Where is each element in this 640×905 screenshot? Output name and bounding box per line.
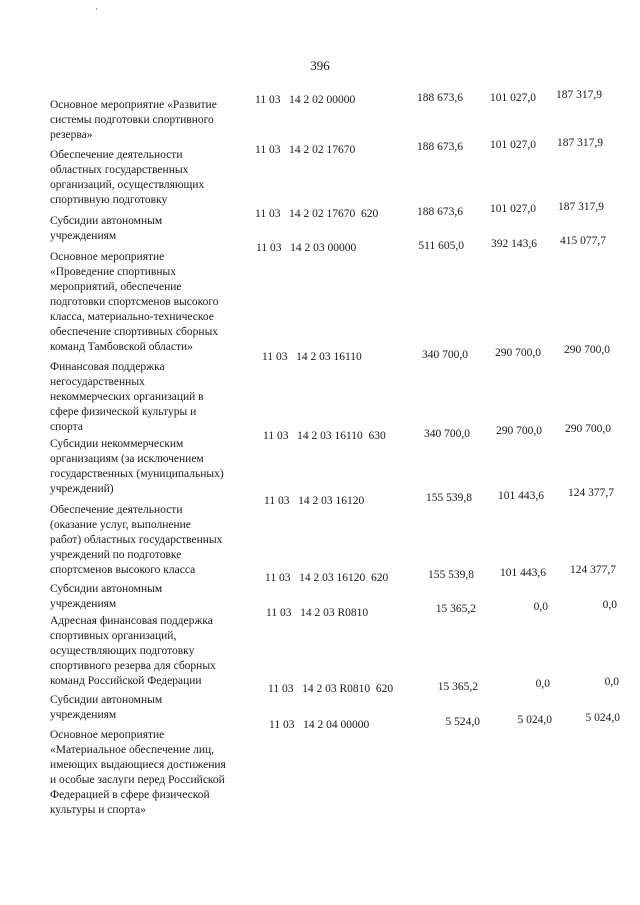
row-value-2: 101 443,6 bbox=[498, 490, 544, 502]
row-value-2: 101 443,6 bbox=[500, 567, 546, 579]
row-value-1: 188 673,6 bbox=[417, 92, 463, 104]
row-value-1: 188 673,6 bbox=[417, 141, 463, 153]
row-value-3: 124 377,7 bbox=[570, 564, 616, 576]
row-value-2: 5 024,0 bbox=[517, 714, 552, 726]
row-value-3: 0,0 bbox=[604, 676, 619, 688]
row-value-2: 101 027,0 bbox=[490, 92, 536, 104]
row-value-3: 5 024,0 bbox=[585, 712, 620, 724]
row-name: Финансовая поддержка негосударственных некоммерческих организаций в сфере физической культуры и спорта bbox=[50, 361, 204, 433]
row-value-3: 290 700,0 bbox=[565, 423, 611, 435]
row-value-1: 15 365,2 bbox=[435, 603, 476, 615]
row-value-2: 0,0 bbox=[535, 678, 550, 690]
row-value-2: 392 143,6 bbox=[491, 238, 537, 250]
row-name: Основное мероприятие «Развитие системы подготовки спортивного резерва» bbox=[50, 99, 217, 141]
page-number: 396 bbox=[310, 58, 330, 73]
row-code: 11 03 14 2 03 00000 bbox=[256, 242, 357, 254]
row-name: Субсидии некоммерческим организациям (за исключением государственных (муниципальных) учреждений) bbox=[50, 438, 224, 495]
row-name: Основное мероприятие «Материальное обеспечение лиц, имеющих выдающиеся достижения и особые заслуги перед Российской Федерацией в сфере физической культуры и спорта» bbox=[50, 729, 226, 816]
row-code: 11 03 14 2 03 16110 630 bbox=[263, 430, 386, 442]
row-name: Основное мероприятие «Проведение спортивных мероприятий, обеспечение подготовки спортсменов высокого класса, материально-техническое обеспечение спортивных сборных команд Тамбовской области» bbox=[50, 251, 219, 353]
row-value-1: 155 539,8 bbox=[428, 569, 474, 581]
row-value-1: 15 365,2 bbox=[437, 681, 478, 693]
row-name: Субсидии автономным учреждениям bbox=[50, 583, 163, 610]
row-value-2: 290 700,0 bbox=[495, 347, 541, 359]
row-name: Субсидии автономным учреждениям bbox=[50, 694, 163, 721]
row-code: 11 03 14 2 03 16120 620 bbox=[265, 572, 389, 584]
row-value-1: 340 700,0 bbox=[424, 428, 470, 440]
row-value-3: 415 077,7 bbox=[560, 235, 606, 247]
row-code: 11 03 14 2 03 R0810 620 bbox=[268, 683, 394, 695]
row-value-3: 290 700,0 bbox=[564, 344, 610, 356]
row-name: Обеспечение деятельности областных государственных организаций, осуществляющих спортивную подготовку bbox=[50, 149, 205, 206]
row-value-1: 340 700,0 bbox=[422, 349, 468, 361]
row-code: 11 03 14 2 03 R0810 bbox=[266, 607, 369, 619]
row-value-2: 290 700,0 bbox=[496, 425, 542, 437]
row-value-3: 124 377,7 bbox=[568, 487, 614, 499]
row-code: 11 03 14 2 03 16110 bbox=[262, 351, 362, 363]
row-code: 11 03 14 2 04 00000 bbox=[269, 719, 370, 731]
row-value-3: 187 317,9 bbox=[558, 201, 604, 213]
row-name: Субсидии автономным учреждениям bbox=[50, 215, 163, 242]
scan-speck bbox=[96, 8, 97, 10]
row-code: 11 03 14 2 02 00000 bbox=[255, 94, 356, 106]
row-code: 11 03 14 2 03 16120 bbox=[264, 495, 365, 507]
row-value-2: 101 027,0 bbox=[490, 203, 536, 215]
row-value-2: 0,0 bbox=[533, 601, 548, 613]
row-code: 11 03 14 2 02 17670 620 bbox=[255, 208, 379, 220]
row-value-1: 5 524,0 bbox=[445, 716, 480, 728]
row-code: 11 03 14 2 02 17670 bbox=[255, 144, 356, 156]
row-value-1: 188 673,6 bbox=[417, 206, 463, 218]
row-value-2: 101 027,0 bbox=[490, 139, 536, 151]
row-value-3: 0,0 bbox=[602, 599, 617, 611]
row-value-1: 155 539,8 bbox=[426, 492, 472, 504]
row-value-3: 187 317,9 bbox=[557, 137, 603, 149]
row-name: Обеспечение деятельности (оказание услуг, выполнение работ) областных государственных учреждений по подготовке спортсменов высокого класса bbox=[50, 504, 223, 576]
row-name: Адресная финансовая поддержка спортивных организаций, осуществляющих подготовку спортивного резерва для сборных команд Российской Федерации bbox=[50, 615, 216, 687]
row-value-1: 511 605,0 bbox=[418, 240, 464, 252]
row-value-3: 187 317,9 bbox=[556, 89, 602, 101]
